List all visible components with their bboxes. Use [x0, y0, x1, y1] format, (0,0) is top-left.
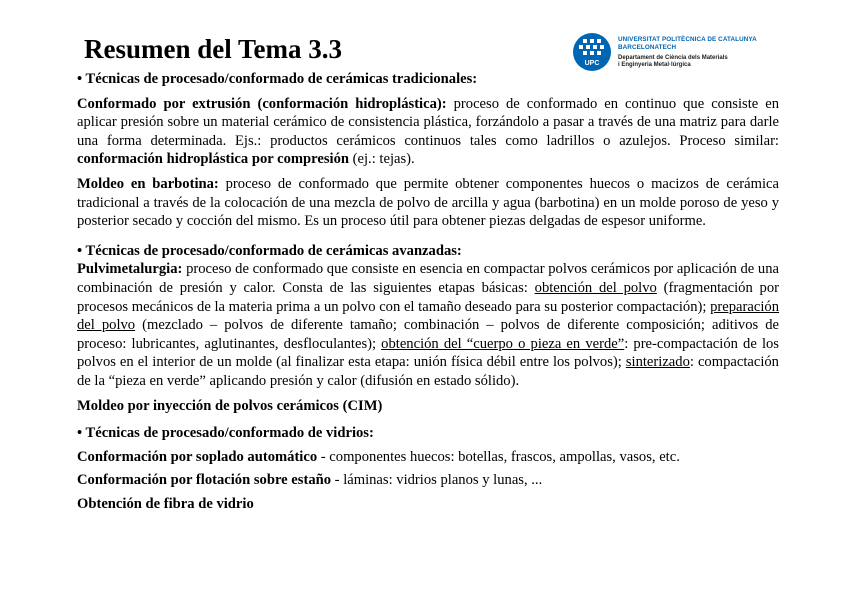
text-compression: (ej.: tejas). — [349, 151, 415, 168]
text-float-forming: - láminas: vidrios planos y lunas, ... — [331, 472, 543, 489]
stage-powder-preparation: preparación del polvo — [77, 298, 779, 334]
line-blow-forming — [77, 448, 779, 467]
section-heading-traditional: • Técnicas de procesado/conformado de cerámicas tradicionales: — [77, 71, 478, 87]
upc-logo-icon — [573, 33, 611, 71]
summary-content — [77, 70, 779, 513]
text-slip-casting: proceso de conformado que permite obtener componentes huecos o macizos de cerámica tradicional a través de la colocación de una mezcla de polvo de arcilla y agua (barbotina) en un molde poroso de yeso y posterior secado y cocción del mismo. Es un proceso útil para obtener piezas delgadas de espesor uniforme. — [77, 175, 779, 230]
section-heading-glass: • Técnicas de procesado/conformado de vidrios: — [77, 425, 374, 442]
paragraph-powder-metallurgy — [77, 260, 779, 390]
term-extrusion: Conformado por extrusión (conformación hidroplástica): — [77, 95, 447, 112]
stage-green-body: obtención del “cuerpo o pieza en verde” — [381, 335, 625, 352]
line-glass-fiber: Obtención de fibra de vidrio — [77, 495, 254, 512]
text-pm-5: : compactación de la “pieza en verde” aplicando presión y calor (difusión en estado sólido). — [77, 354, 779, 389]
term-blow-forming: Conformación por soplado automático — [77, 448, 318, 465]
text-extrusion: proceso de conformado en continuo que consiste en aplicar presión sobre un material cerámico de consistencia plástica, forzándolo a pasar a través de una matriz para darle una forma determinada. Ejs.: productos cerámicos continuos tales como ladrillos o azulejos. Proceso similar: — [77, 95, 779, 149]
logo-department-line-2: i Enginyeria Metal·lúrgica — [618, 62, 691, 68]
text-pm-2: (fragmentación por procesos mecánicos de la materia prima a un polvo con el tamaño deseado para su posterior compactación); — [77, 279, 780, 315]
page-title: Resumen del Tema 3.3 — [84, 34, 343, 64]
text-pm-3: (mezclado – polvos de diferente tamaño; combinación – polvos de diferente composición; aditivos de proceso: lubricantes, aglutinantes, desfloculantes); — [77, 317, 779, 352]
logo-text — [618, 36, 757, 69]
text-blow-forming: - componentes huecos: botellas, frascos, ampollas, vasos, etc. — [317, 448, 680, 465]
logo-initials: UPC — [584, 60, 600, 67]
stage-powder-obtaining: obtención del polvo — [534, 279, 657, 296]
stage-sintering: sinterizado — [625, 354, 690, 371]
logo-university-line-1: UNIVERSITAT POLITÈCNICA DE CATALUNYA — [618, 36, 757, 43]
term-compression: conformación hidroplástica por compresión — [77, 151, 350, 168]
logo-university-line-2: BARCELONATECH — [618, 43, 677, 51]
paragraph-slip-casting — [77, 175, 779, 231]
paragraph-extrusion — [77, 95, 779, 169]
logo-department-line-1: Departament de Ciència dels Materials — [618, 55, 728, 61]
text-pm-4: : pre-compactación de los polvos en el interior de un molde (al finalizar esta etapa: unión física débil entre los polvos); — [77, 335, 779, 371]
upc-logo — [573, 33, 803, 73]
line-cim: Moldeo por inyección de polvos cerámicos (CIM) — [77, 397, 383, 414]
term-powder-metallurgy: Pulvimetalurgia: — [77, 261, 183, 278]
section-heading-advanced: • Técnicas de procesado/conformado de cerámicas avanzadas: — [77, 242, 462, 259]
line-float-forming — [77, 471, 779, 490]
text-pm-1: proceso de conformado que consiste en esencia en compactar polvos cerámicos por aplicación de una combinación de presión y calor. Consta de las siguientes etapas básicas: — [77, 261, 779, 296]
term-slip-casting: Moldeo en barbotina: — [77, 175, 219, 192]
term-float-forming: Conformación por flotación sobre estaño — [77, 472, 332, 489]
